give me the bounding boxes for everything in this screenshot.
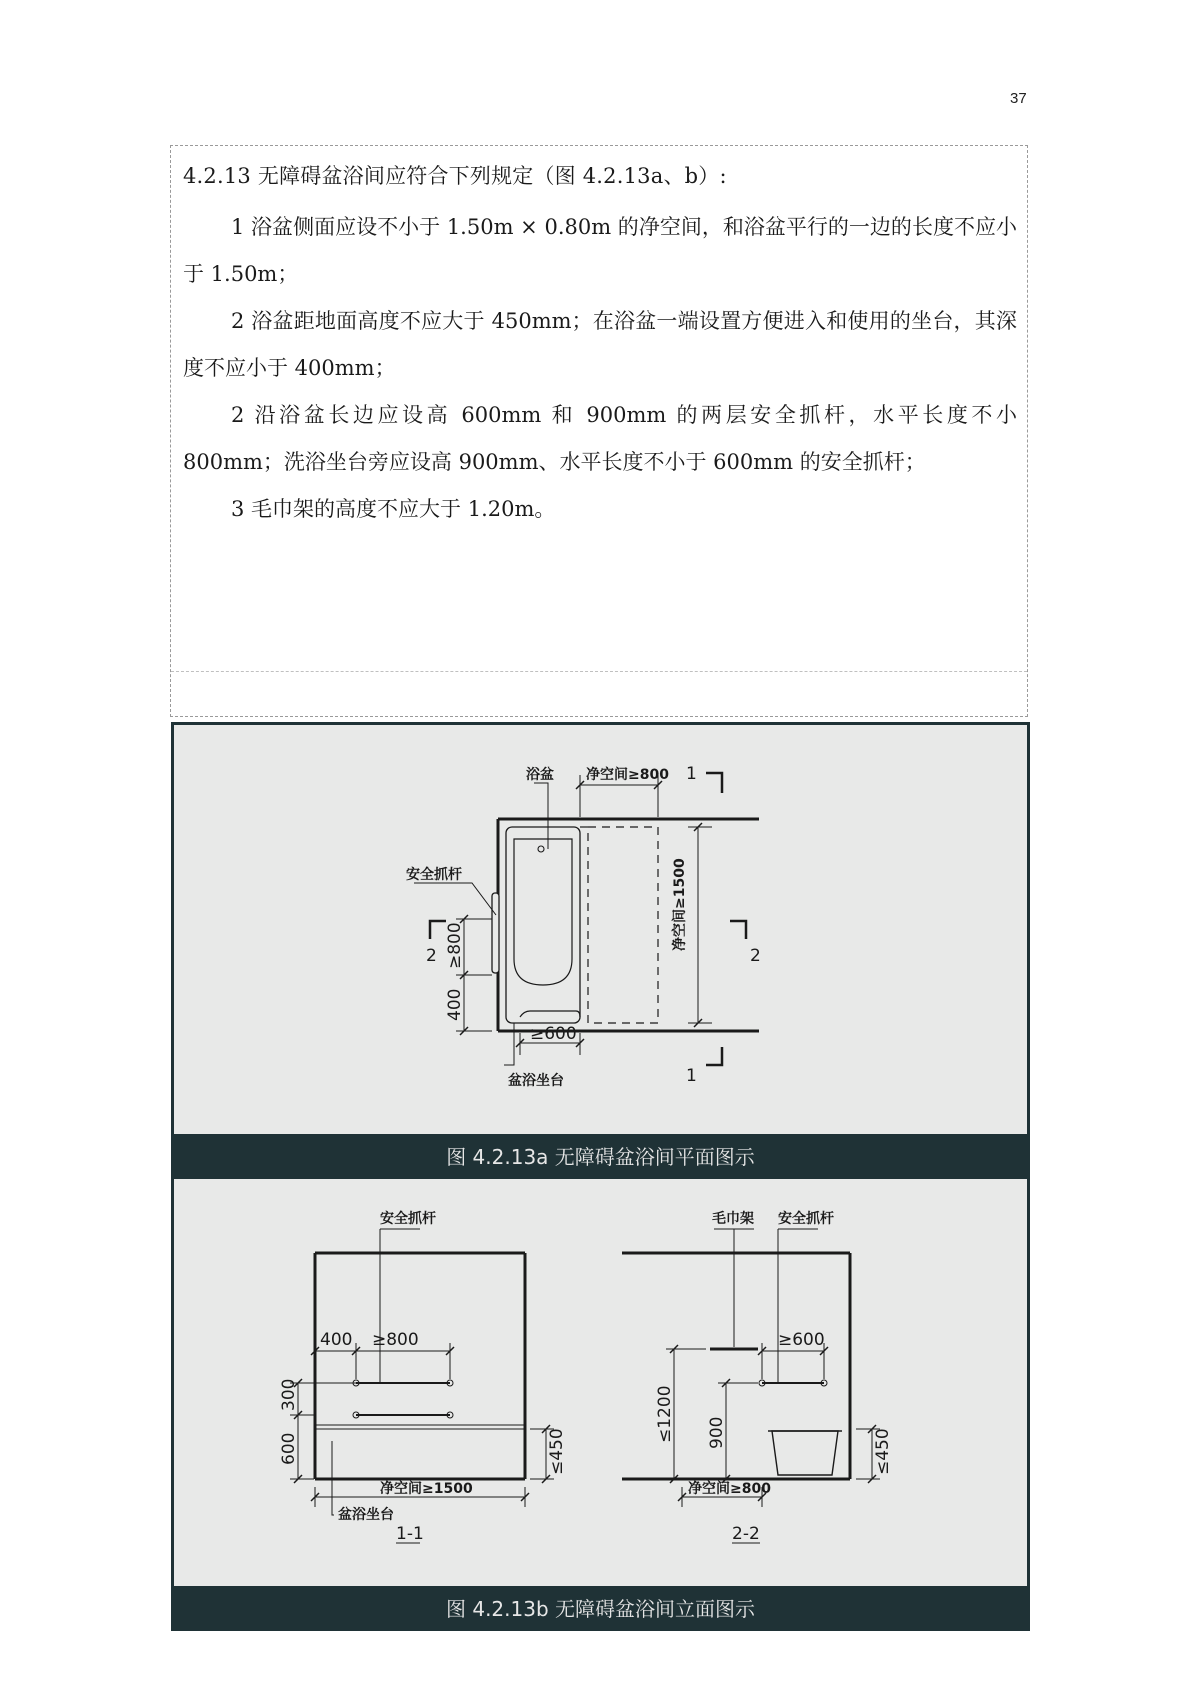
grab-bar-icon [492,893,499,973]
clause-box [170,145,1028,717]
section-2-right: 2 [750,946,761,966]
clause-body [183,204,1017,533]
figure-plan [171,722,1030,1179]
dim-400-left: 400 [320,1330,353,1350]
clause-item: 1 浴盆侧面应设不小于 1.50m × 0.80m 的净空间，和浴盆平行的一边的长度不应小于 1.50m； [183,215,1017,286]
label-clear-space-right: 净空间≥800 [688,1481,771,1497]
section-1-bottom: 1 [686,1066,697,1086]
figure-a-caption: 图 4.2.13a 无障碍盆浴间平面图示 [174,1134,1027,1176]
section-1-1: 1-1 [396,1524,424,1544]
label-clear-space-top: 净空间≥800 [586,767,669,783]
label-towel-rack: 毛巾架 [712,1211,754,1227]
dim-300-left: 300 [279,1378,299,1411]
label-bathtub: 浴盆 [526,767,554,783]
label-grab-bar-right: 安全抓杆 [778,1211,834,1227]
label-clear-space-left: 净空间≥1500 [380,1481,473,1497]
label-seat: 盆浴坐台 [508,1073,564,1089]
clause-title: 4.2.13 无障碍盆浴间应符合下列规定（图 4.2.13a、b）: [183,164,727,188]
drain-icon [538,846,544,852]
dim-400: 400 [445,988,465,1021]
dim-800-left: ≥800 [372,1330,419,1350]
dim-450-right: ≤450 [873,1428,893,1475]
clause-item: 2 沿浴盆长边应设高 600mm 和 900mm 的两层安全抓杆，水平长度不小 800mm；洗浴坐台旁应设高 900mm、水平长度不小于 600mm 的安全抓杆； [183,403,1017,474]
bathtub-section [772,1431,838,1475]
label-grab-bar-left: 安全抓杆 [380,1211,436,1227]
dim-800: ≥800 [445,922,465,969]
bathtub-basin [514,839,572,985]
dim-600-right: ≥600 [778,1330,825,1350]
clause-item: 3 毛巾架的高度不应大于 1.20m。 [231,497,556,521]
dim-900-right: 900 [707,1416,727,1449]
section-2-left: 2 [426,946,437,966]
label-grab-bar: 安全抓杆 [406,867,462,883]
page-number: 37 [1010,90,1027,107]
bathtub-outline [506,827,580,1023]
figure-elevation [171,1179,1030,1631]
section-2-2: 2-2 [732,1524,760,1544]
label-seat-left: 盆浴坐台 [338,1507,394,1523]
figure-b-caption: 图 4.2.13b 无障碍盆浴间立面图示 [174,1586,1027,1628]
elevation-drawing [174,1179,1027,1587]
clause-item: 2 浴盆距地面高度不应大于 450mm；在浴盆一端设置方便进入和使用的坐台，其深度不应小于 400mm； [183,309,1017,380]
dim-1200-right: ≤1200 [655,1385,675,1443]
plan-drawing [174,725,1027,1137]
divider [171,671,1027,672]
dim-450-left: ≤450 [547,1428,567,1475]
dim-600: ≥600 [530,1024,577,1044]
label-clear-space-side: 净空间≥1500 [672,858,688,951]
seat-outline [520,1011,580,1017]
section-1-top: 1 [686,764,697,784]
clear-space-area [588,827,658,1023]
dim-600-left: 600 [279,1432,299,1465]
